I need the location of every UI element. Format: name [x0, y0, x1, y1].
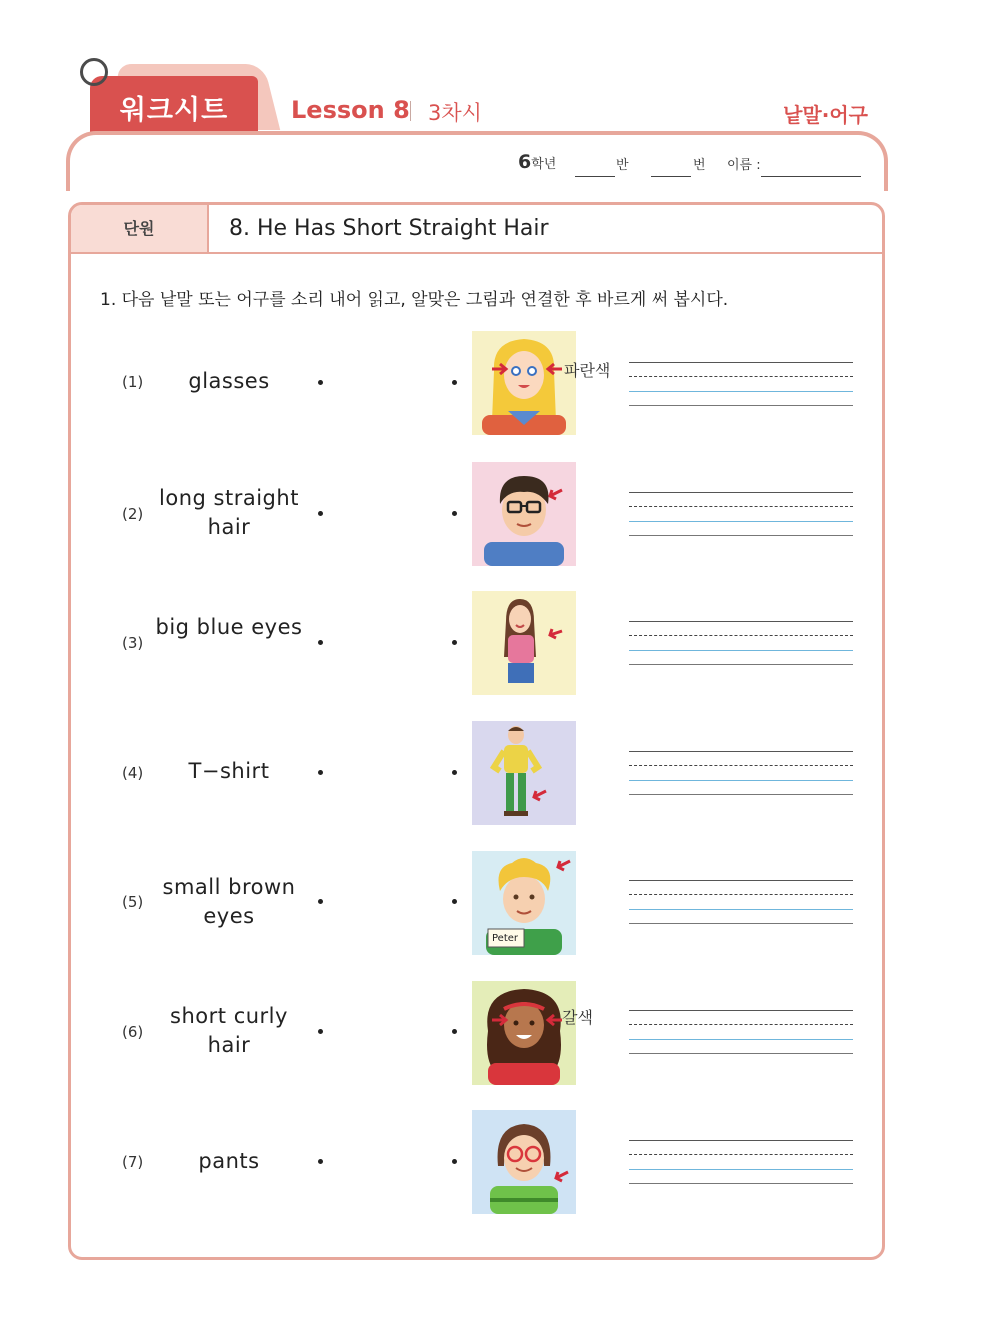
name-tag-text: Peter	[492, 933, 519, 944]
unit-label: 단원	[71, 205, 209, 252]
match-dot-right[interactable]	[452, 640, 457, 645]
match-dot-right[interactable]	[452, 511, 457, 516]
lesson-period: 3차시	[428, 101, 482, 125]
header-frame	[66, 131, 888, 191]
match-dot-right[interactable]	[452, 770, 457, 775]
item-number: (6)	[122, 1023, 144, 1041]
picture-girl-curly-hair	[472, 981, 576, 1085]
class-label: 반	[616, 158, 629, 173]
item-number: (1)	[122, 373, 144, 391]
match-dot-left[interactable]	[318, 899, 323, 904]
item-number: (4)	[122, 764, 144, 782]
picture-boy-pants	[472, 721, 576, 825]
pointer-arrow-icon	[492, 362, 572, 376]
item-word: pants	[198, 1149, 260, 1173]
writing-lines[interactable]	[629, 1010, 853, 1058]
writing-lines[interactable]	[629, 621, 853, 669]
writing-lines[interactable]	[629, 362, 853, 410]
match-dot-left[interactable]	[318, 1029, 323, 1034]
item-word: short curly hair	[170, 1004, 288, 1057]
match-dot-right[interactable]	[452, 1159, 457, 1164]
name-label: 이름 :	[727, 158, 761, 173]
grade-field	[518, 151, 556, 173]
picture-girl-blonde	[472, 331, 576, 435]
item-word: glasses	[188, 369, 270, 393]
item-number: (5)	[122, 893, 144, 911]
number-label: 번	[693, 158, 706, 173]
lesson-title: Lesson 8	[291, 96, 410, 124]
unit-title: 8. He Has Short Straight Hair	[229, 216, 549, 241]
match-dot-right[interactable]	[452, 1029, 457, 1034]
ring-binder-icon	[80, 58, 108, 86]
unit-row	[71, 205, 882, 254]
grade-number: 6	[518, 151, 532, 173]
picture-girl-short-hair	[472, 1110, 576, 1214]
item-word: long straight hair	[159, 486, 299, 539]
picture-boy-glasses	[472, 462, 576, 566]
picture-boy-curly-hair	[472, 851, 576, 955]
match-dot-right[interactable]	[452, 380, 457, 385]
item-word: small brown eyes	[162, 875, 296, 928]
writing-lines[interactable]	[629, 492, 853, 540]
writing-lines[interactable]	[629, 880, 853, 928]
pointer-arrow-icon	[492, 1013, 564, 1027]
match-dot-right[interactable]	[452, 899, 457, 904]
category-label: 낱말·어구	[783, 103, 868, 127]
match-dot-left[interactable]	[318, 1159, 323, 1164]
match-dot-left[interactable]	[318, 640, 323, 645]
item-word: T−shirt	[188, 759, 270, 783]
item-number: (7)	[122, 1153, 144, 1171]
writing-lines[interactable]	[629, 751, 853, 799]
picture-label: 파란색	[564, 361, 611, 380]
picture-girl-long-hair	[472, 591, 576, 695]
item-number: (2)	[122, 505, 144, 523]
item-word: big blue eyes	[155, 615, 303, 639]
writing-lines[interactable]	[629, 1140, 853, 1188]
item-number: (3)	[122, 634, 144, 652]
grade-label: 학년	[531, 157, 557, 172]
instruction-text: 1. 다음 낱말 또는 어구를 소리 내어 읽고, 알맞은 그림과 연결한 후 바르게 써 봅시다.	[100, 290, 729, 310]
worksheet-title: 워크시트	[119, 95, 229, 126]
class-input-line[interactable]	[575, 176, 615, 177]
name-input-line[interactable]	[761, 176, 861, 177]
picture-label: 갈색	[562, 1008, 593, 1027]
match-dot-left[interactable]	[318, 511, 323, 516]
match-dot-left[interactable]	[318, 380, 323, 385]
number-input-line[interactable]	[651, 176, 691, 177]
match-dot-left[interactable]	[318, 770, 323, 775]
divider	[410, 101, 411, 121]
